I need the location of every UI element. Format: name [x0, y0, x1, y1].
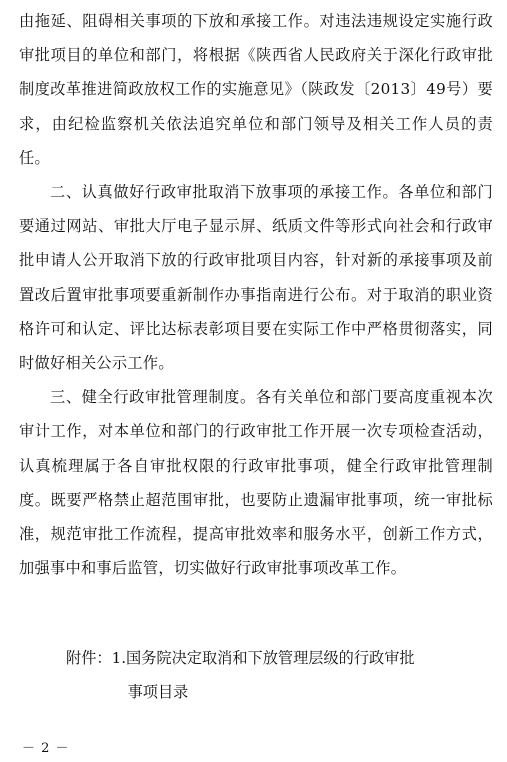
paragraph-2: 二、认真做好行政审批取消下放事项的承接工作。各单位和部门要通过网站、审批大厅电子显示屏、纸质文件等形式向社会和行政审批申请人公开取消下放的行政审批项目内容，针对新的承接事项及前置改后置审批事项要重新制作办事指南进行公布。对于取消的职业资格许可和认定、评比达标表彰项目要在实际工作中严格贯彻落实，同时做好相关公示工作。 [19, 183, 493, 373]
body-text [19, 4, 493, 585]
attachment-row [66, 641, 486, 709]
attachment-list [112, 641, 415, 709]
paragraph-3: 三、健全行政审批管理制度。各有关单位和部门要高度重视本次审计工作，对本单位和部门的行政审批工作开展一次专项检查活动，认真梳理属于各自审批权限的行政审批事项，健全行政审批管理制度。既要严格禁止超范围审批，也要防止遗漏审批事项，统一审批标准，规范审批工作流程，提高审批效率和服务水平，创新工作方式，加强事中和事后监管，切实做好行政审批事项改革工作。 [19, 388, 493, 578]
attachment-item-title-continued: 事项目录 [127, 683, 189, 701]
paragraph-1: 由拖延、阻碍相关事项的下放和承接工作。对违法违规设定实施行政审批项目的单位和部门，将根据《陕西省人民政府关于深化行政审批制度改革推进简政放权工作的实施意见》（陕政发〔2013〕49号）要求，由纪检监察机关依法追究单位和部门领导及相关工作人员的责任。 [19, 12, 493, 167]
page-number: － 2 － [22, 741, 70, 756]
attachment-label: 附件： [66, 649, 112, 667]
attachment-section [66, 641, 486, 709]
attachment-item [112, 649, 415, 709]
attachment-item-title: 1.国务院决定取消和下放管理层级的行政审批 [111, 649, 415, 667]
